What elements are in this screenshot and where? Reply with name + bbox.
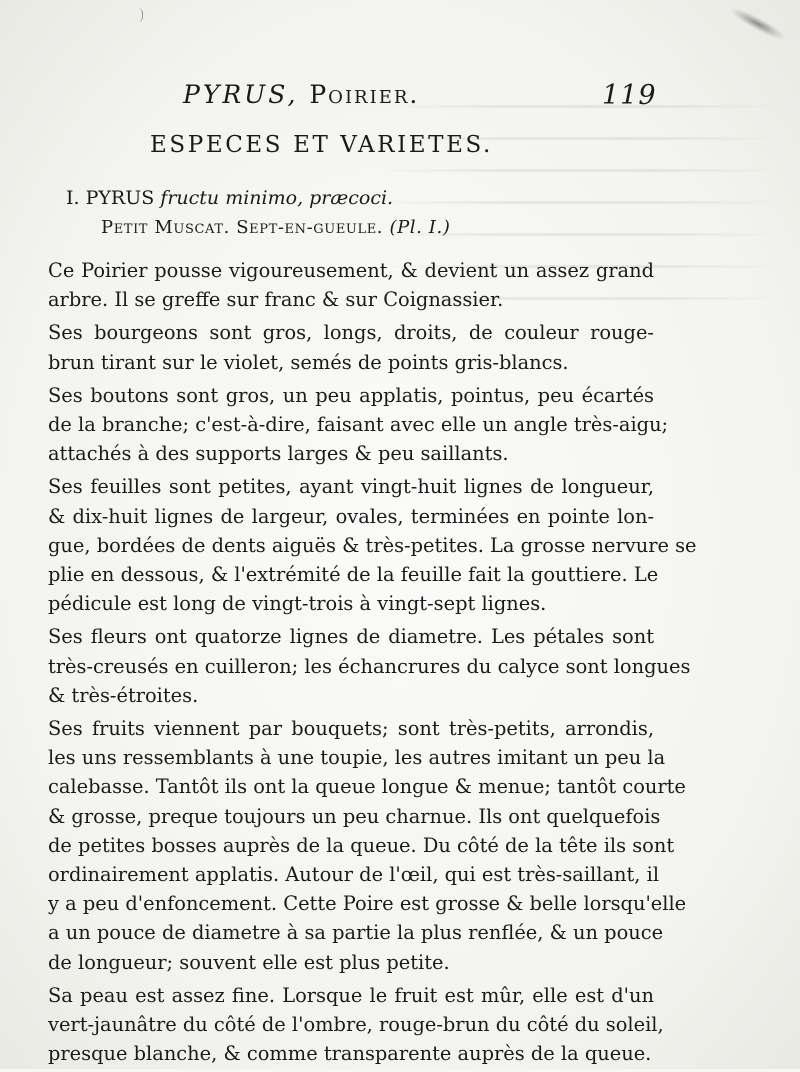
text-line: plie en dessous, & l'extrémité de la feuille fait la gouttiere. Le bbox=[48, 563, 659, 587]
variety-title bbox=[101, 217, 450, 238]
text-line: pédicule est long de vingt-trois à vingt-sept lignes. bbox=[48, 592, 547, 616]
text-line: arbre. Il se greffe sur franc & sur Coignassier. bbox=[48, 288, 504, 312]
genus-name: PYRUS, bbox=[183, 80, 299, 109]
text-line: de petites bosses auprès de la queue. Du côté de la tête ils sont bbox=[48, 833, 675, 857]
paragraph bbox=[20, 714, 687, 977]
species-latin-name: fructu minimo, præcoci. bbox=[160, 187, 394, 209]
paragraph bbox=[20, 622, 691, 710]
text-line: vert-jaunâtre du côté de l'ombre, rouge-brun du côté du soleil, bbox=[48, 1013, 664, 1037]
text-line: Sa peau est assez fine. Lorsque le fruit est mûr, elle est d'un bbox=[48, 983, 654, 1007]
text-line: & grosse, preque toujours un peu charnue. Ils ont quelquefois bbox=[48, 804, 661, 828]
body-text bbox=[20, 256, 697, 1072]
text-line: très-creusés en cuilleron; les échancrures du calyce sont longues bbox=[48, 654, 691, 678]
text-line: Ses fleurs ont quatorze lignes de diametre. Les pétales sont bbox=[48, 625, 654, 649]
text-line: de la branche; c'est-à-dire, faisant avec elle un angle très-aigu; bbox=[48, 413, 669, 437]
common-name: Poirier. bbox=[309, 80, 420, 109]
text-line: attachés à des supports larges & peu saillants. bbox=[48, 442, 509, 466]
paper-mark bbox=[138, 8, 143, 22]
text-line: Ses feuilles sont petites, ayant vingt-huit lignes de longueur, bbox=[48, 475, 654, 499]
text-line: Ce Poirier pousse vigoureusement, & devient un assez grand bbox=[48, 259, 654, 282]
text-line: gue, bordées de dents aiguës & très-petites. La grosse nervure se bbox=[48, 533, 697, 557]
text-line: y a peu d'enfoncement. Cette Poire est grosse & belle lorsqu'elle bbox=[48, 892, 687, 916]
text-line: brun tirant sur le violet, semés de points gris-blancs. bbox=[48, 350, 569, 374]
section-heading: ESPECES ET VARIETES. bbox=[150, 132, 493, 158]
paragraph bbox=[20, 256, 654, 314]
text-line: Ses bourgeons sont gros, longs, droits, de couleur rouge- bbox=[48, 321, 654, 345]
variety-name: Petit Muscat. Sept-en-gueule. bbox=[101, 217, 384, 238]
paragraph bbox=[20, 981, 664, 1069]
text-line: & dix-huit lignes de largeur, ovales, terminées en pointe lon- bbox=[48, 504, 654, 528]
text-line: Ses fruits viennent par bouquets; sont très-petits, arrondis, bbox=[48, 717, 654, 741]
running-head bbox=[0, 80, 800, 114]
plate-reference: (Pl. I.) bbox=[389, 217, 451, 238]
paragraph bbox=[20, 472, 697, 618]
ink-smudge bbox=[729, 5, 788, 44]
text-line: a un pouce de diametre à sa partie la plus renflée, & un pouce bbox=[48, 921, 664, 945]
text-line: & très-étroites. bbox=[48, 683, 199, 707]
text-line: les uns ressemblants à une toupie, les autres imitant un peu la bbox=[48, 746, 666, 770]
text-line: ordinairement applatis. Autour de l'œil, qui est très-saillant, il bbox=[48, 863, 660, 887]
text-line: presque blanche, & comme transparente auprès de la queue. bbox=[48, 1042, 652, 1066]
text-line: calebasse. Tantôt ils ont la queue longue & menue; tantôt courte bbox=[48, 775, 686, 799]
paragraph bbox=[20, 381, 669, 469]
paragraph bbox=[20, 318, 654, 376]
text-line: Ses boutons sont gros, un peu applatis, pointus, peu écartés bbox=[48, 383, 654, 407]
page-number: 119 bbox=[602, 80, 657, 111]
species-numeral: I. PYRUS bbox=[66, 187, 155, 209]
running-title bbox=[183, 80, 419, 109]
text-line: de longueur; souvent elle est plus petite. bbox=[48, 950, 450, 974]
species-title bbox=[66, 187, 393, 209]
